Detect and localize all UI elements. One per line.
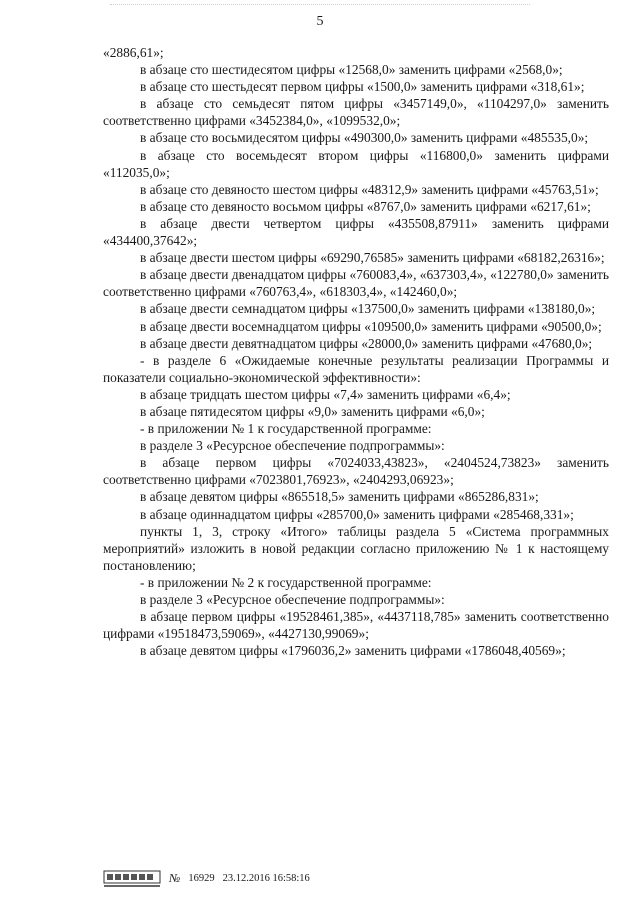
document-paragraph: в абзаце пятидесятом цифры «9,0» заменить цифрами «6,0»; [140, 403, 485, 419]
registration-number: 16929 [188, 872, 215, 884]
scan-noise-line [110, 4, 530, 6]
document-paragraph: в абзаце сто шестьдесят первом цифры «1500,0» заменить цифрами «318,61»; [140, 79, 585, 95]
document-footer [103, 868, 310, 888]
document-paragraph: - в приложении № 2 к государственной программе: [140, 574, 432, 590]
document-paragraph: в абзаце сто семьдесят пятом цифры «3457149,0», «1104297,0» заменить соответственно цифрами «3452384,0», «1099532,0»; [103, 96, 609, 129]
document-paragraph: пункты 1, 3, строку «Итого» таблицы раздела 5 «Система программных мероприятий» изложить в новой редакции согласно приложению № 1 к настоящему постановлению; [103, 523, 609, 573]
document-paragraph: в абзаце сто девяносто шестом цифры «48312,9» заменить цифрами «45763,51»; [140, 181, 599, 197]
document-paragraph: в абзаце первом цифры «7024033,43823», «2404524,73823» заменить соответственно цифрами «7023801,76923», «2404293,06923»; [103, 455, 609, 488]
document-paragraph: «2886,61»; [103, 45, 164, 60]
document-paragraph: в абзаце девятом цифры «865518,5» заменить цифрами «865286,831»; [140, 489, 539, 505]
document-paragraph: в абзаце двести шестом цифры «69290,76585» заменить цифрами «68182,26316»; [140, 250, 605, 266]
document-paragraph: в абзаце двести четвертом цифры «435508,87911» заменить цифрами «434400,37642»; [103, 215, 609, 249]
document-paragraph: в разделе 3 «Ресурсное обеспечение подпрограммы»: [140, 438, 445, 454]
document-paragraph: в абзаце сто девяносто восьмом цифры «8767,0» заменить цифрами «6217,61»; [140, 198, 591, 214]
document-paragraph: в абзаце двести двенадцатом цифры «760083,4», «637303,4», «122780,0» заменить соответственно цифрами «760763,4», «618303,4», «142460,0»; [103, 267, 609, 300]
document-paragraph: в абзаце двести восемнадцатом цифры «109500,0» заменить цифрами «90500,0»; [140, 318, 602, 334]
document-paragraph: в абзаце двести девятнадцатом цифры «28000,0» заменить цифрами «47680,0»; [140, 335, 593, 351]
registry-emblem-icon [103, 868, 161, 888]
document-paragraph: в абзаце одиннадцатом цифры «285700,0» заменить цифрами «285468,331»; [140, 506, 574, 522]
document-paragraph: в абзаце первом цифры «19528461,385», «4437118,785» заменить соответственно цифрами «19518473,59069», «4427130,99069»; [103, 609, 609, 642]
document-paragraph: в абзаце сто шестидесятом цифры «12568,0» заменить цифрами «2568,0»; [140, 62, 563, 78]
document-paragraph: в абзаце сто восьмидесятом цифры «490300,0» заменить цифрами «485535,0»; [140, 130, 589, 146]
document-paragraph: - в приложении № 1 к государственной программе: [140, 421, 432, 437]
document-paragraph: в абзаце сто восемьдесят втором цифры «116800,0» заменить цифрами «112035,0»; [103, 147, 609, 180]
document-paragraph: в разделе 3 «Ресурсное обеспечение подпрограммы»: [140, 592, 445, 607]
document-paragraph: в абзаце девятом цифры «1796036,2» заменить цифрами «1786048,40569»; [140, 643, 566, 659]
document-paragraph: в абзаце двести семнадцатом цифры «137500,0» заменить цифрами «138180,0»; [140, 301, 596, 317]
document-body [103, 44, 609, 659]
document-paragraph: в абзаце тридцать шестом цифры «7,4» заменить цифрами «6,4»; [140, 386, 511, 402]
registration-sign: № [169, 870, 181, 885]
document-paragraph: - в разделе 6 «Ожидаемые конечные результаты реализации Программы и показатели социально-экономической эффективности»: [103, 352, 609, 385]
page-number: 5 [316, 14, 324, 29]
registration-timestamp: 23.12.2016 16:58:16 [222, 872, 310, 884]
